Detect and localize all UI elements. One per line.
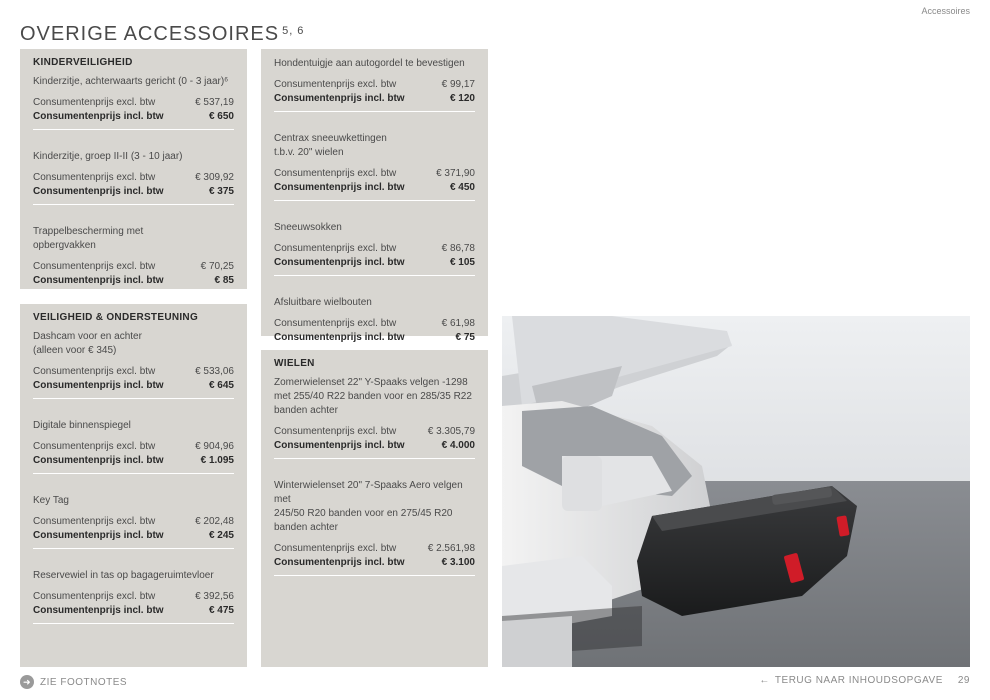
- accessory-name: Kinderzitje, achterwaarts gericht (0 - 3 jaar)⁶: [33, 76, 229, 87]
- price-incl-label: Consumentenprijs incl. btw: [274, 332, 405, 343]
- price-row-incl: [274, 256, 475, 276]
- panel-kinderveiligheid: [20, 49, 247, 289]
- price-row-excl: [274, 167, 475, 181]
- footnotes-link-label: ZIE FOOTNOTES: [40, 676, 128, 688]
- price-incl-label: Consumentenprijs incl. btw: [274, 93, 405, 104]
- page-number: 29: [957, 675, 970, 686]
- price-row-excl: [33, 590, 234, 604]
- accessory-name: Kinderzitje, groep II-II (3 - 10 jaar): [33, 151, 183, 162]
- arrow-right-circle-icon: ➜: [20, 675, 34, 689]
- price-incl-label: Consumentenprijs incl. btw: [274, 182, 405, 193]
- panel-wielen: [261, 350, 488, 667]
- price-incl-value: € 375: [208, 186, 234, 197]
- price-excl-value: € 99,17: [441, 79, 475, 90]
- accessory-item: [274, 221, 475, 296]
- accessory-name: Trappelbescherming met opbergvakken: [33, 226, 144, 251]
- section-label: Accessoires: [921, 6, 970, 16]
- accessory-item: [274, 376, 475, 479]
- price-excl-label: Consumentenprijs excl. btw: [33, 516, 156, 527]
- price-excl-value: € 537,19: [195, 97, 234, 108]
- accessory-name: Sneeuwsokken: [274, 222, 342, 233]
- price-row-incl: [274, 181, 475, 201]
- price-incl-label: Consumentenprijs incl. btw: [33, 186, 164, 197]
- price-excl-value: € 309,92: [195, 172, 234, 183]
- price-row-excl: [274, 425, 475, 439]
- price-excl-value: € 904,96: [195, 441, 234, 452]
- price-excl-value: € 371,90: [436, 168, 475, 179]
- heading-wielen: WIELEN: [274, 358, 315, 369]
- price-excl-label: Consumentenprijs excl. btw: [274, 79, 397, 90]
- accessory-item: [33, 419, 234, 494]
- price-excl-label: Consumentenprijs excl. btw: [274, 426, 397, 437]
- price-excl-value: € 202,48: [195, 516, 234, 527]
- price-row-excl: [274, 542, 475, 556]
- price-row-excl: [274, 78, 475, 92]
- accessory-item: [274, 57, 475, 132]
- price-incl-label: Consumentenprijs incl. btw: [274, 557, 405, 568]
- accessory-name: Key Tag: [33, 495, 69, 506]
- price-incl-value: € 475: [208, 605, 234, 616]
- car-cargo-box-illustration: [502, 316, 970, 667]
- accessory-item: [274, 479, 475, 596]
- price-incl-value: € 645: [208, 380, 234, 391]
- price-incl-label: Consumentenprijs incl. btw: [33, 605, 164, 616]
- price-row-incl: [274, 331, 475, 351]
- price-row-excl: [33, 96, 234, 110]
- page-title-footnote-ref: 5, 6: [282, 25, 305, 37]
- price-row-incl: [33, 274, 234, 294]
- accessory-item: [33, 225, 234, 314]
- price-incl-value: € 85: [214, 275, 234, 286]
- back-to-contents-link[interactable]: TERUG NAAR INHOUDSOPGAVE: [774, 675, 943, 686]
- price-excl-label: Consumentenprijs excl. btw: [33, 441, 156, 452]
- price-incl-value: € 75: [455, 332, 475, 343]
- accessory-item: [274, 132, 475, 221]
- price-incl-value: € 105: [449, 257, 475, 268]
- price-row-incl: [274, 556, 475, 576]
- price-incl-value: € 3.100: [441, 557, 475, 568]
- car-cargo-box-photo: [502, 316, 970, 667]
- price-row-incl: [33, 454, 234, 474]
- price-incl-label: Consumentenprijs incl. btw: [274, 257, 405, 268]
- price-excl-label: Consumentenprijs excl. btw: [33, 97, 156, 108]
- price-row-incl: [274, 92, 475, 112]
- price-excl-label: Consumentenprijs excl. btw: [33, 261, 156, 272]
- panel-veiligheid: [20, 304, 247, 667]
- price-excl-label: Consumentenprijs excl. btw: [274, 318, 397, 329]
- price-excl-value: € 3.305,79: [427, 426, 475, 437]
- price-row-excl: [33, 260, 234, 274]
- price-excl-label: Consumentenprijs excl. btw: [274, 543, 397, 554]
- price-incl-value: € 450: [449, 182, 475, 193]
- price-row-excl: [274, 317, 475, 331]
- price-incl-label: Consumentenprijs incl. btw: [33, 530, 164, 541]
- list-wielen: [274, 376, 475, 596]
- price-excl-label: Consumentenprijs excl. btw: [274, 243, 397, 254]
- accessory-item: [33, 150, 234, 225]
- price-excl-label: Consumentenprijs excl. btw: [33, 591, 156, 602]
- price-excl-label: Consumentenprijs excl. btw: [274, 168, 397, 179]
- price-excl-value: € 392,56: [195, 591, 234, 602]
- price-incl-value: € 650: [208, 111, 234, 122]
- accessory-name: Winterwielenset 20" 7-Spaaks Aero velgen met 245/50 R20 banden voor en 275/45 R20 banden achter: [274, 480, 463, 533]
- page-title-text: OVERIGE ACCESSOIRES: [20, 23, 280, 45]
- price-excl-value: € 533,06: [195, 366, 234, 377]
- list-kinderveiligheid: [33, 75, 234, 314]
- price-row-incl: [33, 185, 234, 205]
- price-incl-label: Consumentenprijs incl. btw: [33, 275, 164, 286]
- price-excl-value: € 70,25: [200, 261, 234, 272]
- price-row-excl: [33, 515, 234, 529]
- heading-veiligheid: VEILIGHEID & ONDERSTEUNING: [33, 312, 199, 323]
- price-incl-value: € 4.000: [441, 440, 475, 451]
- price-incl-value: € 1.095: [200, 455, 234, 466]
- accessory-name: Zomerwielenset 22" Y-Spaaks velgen -1298 met 255/40 R22 banden voor en 285/35 R22 banden achter: [274, 377, 472, 416]
- price-incl-value: € 245: [208, 530, 234, 541]
- panel-overig: [261, 49, 488, 343]
- price-incl-value: € 120: [449, 93, 475, 104]
- heading-kinderveiligheid: KINDERVEILIGHEID: [33, 57, 133, 68]
- accessory-name: Hondentuigje aan autogordel te bevestigen: [274, 58, 465, 69]
- price-excl-label: Consumentenprijs excl. btw: [33, 172, 156, 183]
- price-row-incl: [33, 529, 234, 549]
- price-row-excl: [274, 242, 475, 256]
- footnotes-link[interactable]: [20, 675, 127, 689]
- price-incl-label: Consumentenprijs incl. btw: [274, 440, 405, 451]
- accessory-item: [33, 330, 234, 419]
- price-incl-label: Consumentenprijs incl. btw: [33, 380, 164, 391]
- price-row-excl: [33, 171, 234, 185]
- accessory-item: [33, 75, 234, 150]
- page-title: [20, 23, 304, 46]
- accessory-name: Digitale binnenspiegel: [33, 420, 131, 431]
- back-arrow-icon: ←: [759, 675, 770, 686]
- price-incl-label: Consumentenprijs incl. btw: [33, 111, 164, 122]
- price-row-incl: [33, 604, 234, 624]
- price-excl-value: € 2.561,98: [427, 543, 475, 554]
- accessory-name: Afsluitbare wielbouten: [274, 297, 372, 308]
- accessory-name: Reservewiel in tas op bagageruimtevloer: [33, 570, 214, 581]
- price-excl-label: Consumentenprijs excl. btw: [33, 366, 156, 377]
- price-row-incl: [33, 110, 234, 130]
- accessory-name: Centrax sneeuwkettingen t.b.v. 20" wielen: [274, 133, 387, 158]
- price-excl-value: € 86,78: [441, 243, 475, 254]
- list-veiligheid: [33, 330, 234, 644]
- footer-nav: [759, 675, 970, 686]
- price-row-excl: [33, 440, 234, 454]
- price-row-excl: [33, 365, 234, 379]
- accessory-item: [33, 569, 234, 644]
- price-excl-value: € 61,98: [441, 318, 475, 329]
- price-incl-label: Consumentenprijs incl. btw: [33, 455, 164, 466]
- price-row-incl: [33, 379, 234, 399]
- price-row-incl: [274, 439, 475, 459]
- accessory-item: [33, 494, 234, 569]
- accessory-name: Dashcam voor en achter (alleen voor € 345): [33, 331, 142, 356]
- list-overig: [274, 57, 475, 371]
